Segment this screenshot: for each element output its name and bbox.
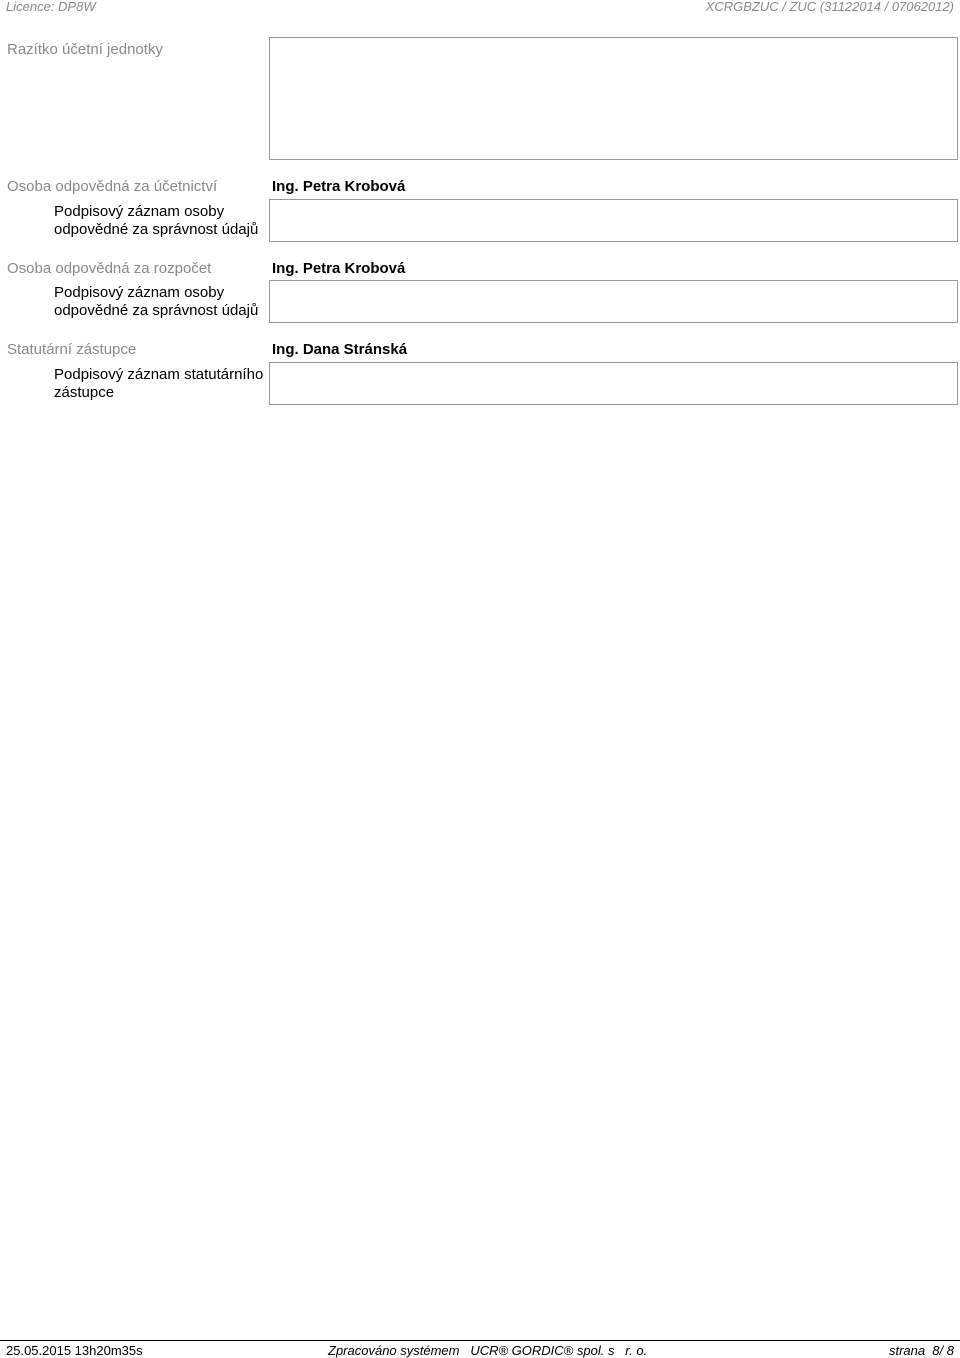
signature-label-statutory-2: zástupce [54, 384, 115, 401]
signature-box-accounting [269, 199, 958, 242]
footer-system: Zpracováno systémem UCR® GORDIC® spol. s r. o. [328, 1343, 648, 1358]
name-statutory: Ing. Dana Stránská [272, 341, 408, 358]
signature-label-accounting-1: Podpisový záznam osoby [54, 203, 225, 220]
licence-label: Licence: DP8W [6, 0, 96, 14]
report-id: XCRGBZUC / ZUC (31122014 / 07062012) [705, 0, 954, 14]
role-budget: Osoba odpovědná za rozpočet [7, 260, 212, 277]
signature-label-budget-1: Podpisový záznam osoby [54, 284, 225, 301]
signature-box-budget [269, 280, 958, 323]
name-budget: Ing. Petra Krobová [272, 260, 406, 277]
stamp-label: Razítko účetní jednotky [7, 41, 163, 58]
footer-timestamp: 25.05.2015 13h20m35s [6, 1343, 143, 1358]
role-statutory: Statutární zástupce [7, 341, 137, 358]
signature-box-statutory [269, 362, 958, 405]
role-accounting: Osoba odpovědná za účetnictví [7, 178, 218, 195]
footer-rule [0, 1340, 960, 1341]
name-accounting: Ing. Petra Krobová [272, 178, 406, 195]
stamp-box [269, 37, 958, 160]
signature-label-accounting-2: odpovědné za správnost údajů [54, 221, 259, 238]
footer-page: strana 8/ 8 [888, 1343, 954, 1358]
signature-label-budget-2: odpovědné za správnost údajů [54, 302, 259, 319]
signature-label-statutory-1: Podpisový záznam statutárního [54, 366, 264, 383]
